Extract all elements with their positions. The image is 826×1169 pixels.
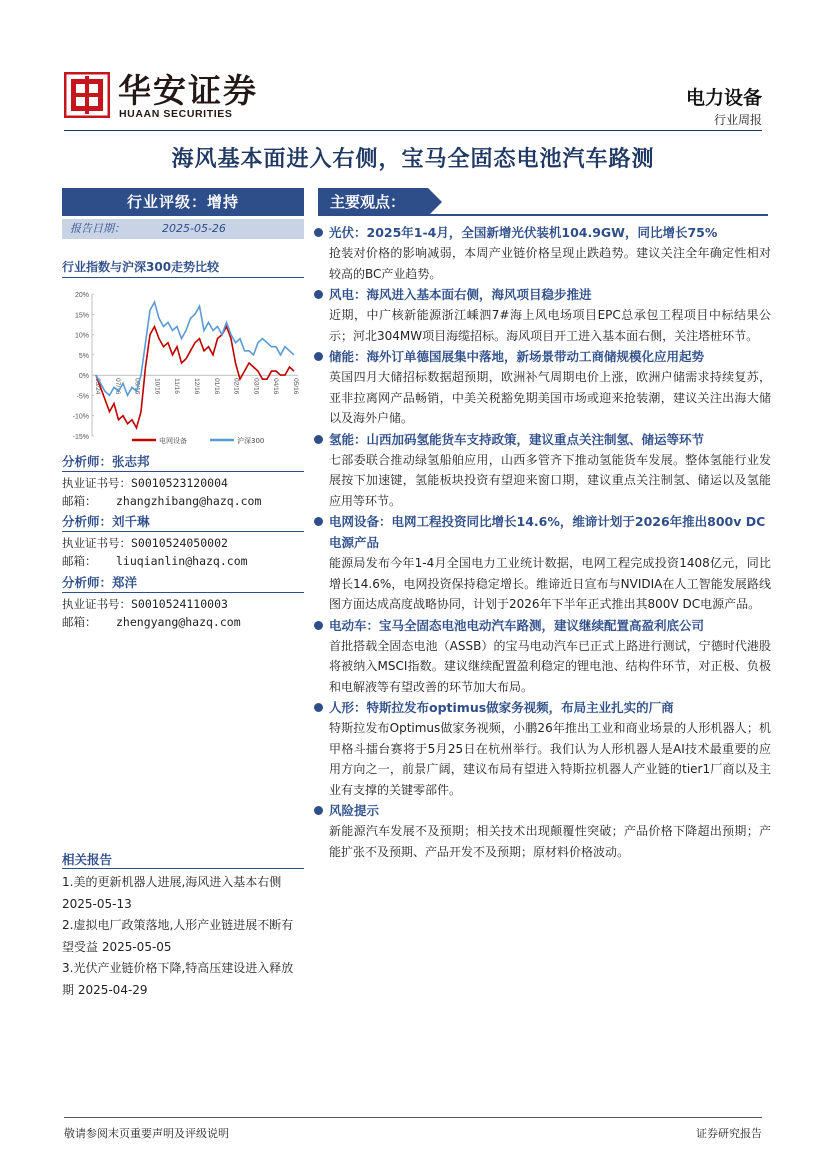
x-tick-label: 04/16 (272, 378, 280, 395)
x-tick-label: 09/16 (133, 378, 141, 395)
footer-divider (64, 1117, 762, 1118)
bullet-icon (314, 621, 323, 630)
point-body: 抢装对价格的影响减弱，本周产业链价格呈现止跌趋势。建议关注全年确定性相对较高的BC产业趋势。 (329, 246, 771, 281)
analyst-name: 分析师：刘千琳 (62, 514, 150, 529)
analyst-cert: 执业证书号：S0010523120004 (62, 476, 228, 490)
point-body: 七部委联合推动绿氢船舶应用，山西多管齐下推动氢能货车发展。整体氢能行业发展按下加速键，氢能板块投资有望迎来窗口期，建议重点关注制氢、储运以及氢能应用等环节。 (329, 452, 771, 508)
point-humanoid (313, 697, 771, 800)
related-reports-divider (62, 868, 304, 869)
bullet-icon (314, 703, 323, 712)
analyst-cert: 执业证书号：S0010524050002 (62, 536, 228, 550)
x-tick-label: 11/16 (173, 378, 181, 394)
point-heading: 电动车：宝马全固态电池电动汽车路测，建议继续配置高盈利底公司 (329, 617, 705, 633)
company-logo (64, 72, 314, 122)
page-title: 海风基本面进入右侧，宝马全固态电池汽车路测 (171, 147, 655, 172)
bullet-icon (314, 435, 323, 444)
y-tick-label: 20% (74, 292, 89, 299)
point-body: 能源局发布今年1-4月全国电力工业统计数据，电网工程完成投资1408亿元，同比增长14.6%，电网投资保持稳定增长。维谛近日宣布与NVIDIA在人工智能发展路线图方面达成高度战略协同，计划于2026年下半年正式推出其800V DC电源产品。 (329, 556, 771, 611)
point-solar (313, 222, 771, 284)
y-tick-label: 10% (74, 332, 89, 340)
analyst-divider (62, 531, 304, 532)
industry-rating: 行业评级：增持 (62, 188, 304, 216)
analyst-name: 分析师：郑洋 (62, 575, 138, 590)
x-tick-label: 07/16 (113, 378, 121, 395)
x-tick-label: 02/16 (232, 378, 240, 395)
report-date-value: 2025-05-26 (162, 222, 226, 235)
point-body: 新能源汽车发展不及预期；相关技术出现颠覆性突破；产品价格下降超出预期；产能扩张不及预期、产品开发不及预期；原材料价格波动。 (329, 824, 771, 859)
logo-chinese-text: 华安证券 (118, 71, 258, 110)
y-tick-label: -15% (72, 434, 89, 441)
x-tick-label: 12/16 (193, 378, 200, 395)
report-type: 行业周报 (713, 113, 762, 127)
bullet-icon (314, 228, 323, 237)
point-ev (313, 615, 771, 698)
analyst-cert: 执业证书号：S0010524110003 (62, 597, 228, 611)
footer-label: 证券研究报告 (696, 1127, 762, 1140)
point-heading: 氢能：山西加码氢能货车支持政策，建议重点关注制氢、储运等环节 (329, 431, 705, 447)
bullet-icon (314, 517, 323, 526)
analyst-email[interactable]: 邮箱： zhangzhibang@hazq.com (62, 494, 262, 508)
company-logo-icon (64, 72, 110, 118)
point-grid (313, 511, 771, 615)
y-tick-label: -5% (76, 393, 89, 401)
y-tick-label: 0% (78, 373, 89, 381)
point-body: 近期，中广核新能源浙江嵊泗7#海上风电场项目EPC总承包工程项目中标结果公示；河北304MW项目海缆招标。海风项目开工进入基本面右侧，关注塔桩环节。 (329, 308, 771, 343)
legend-label: 沪深300 (237, 437, 265, 445)
index-comparison-chart (62, 286, 304, 448)
point-heading: 电网设备：电网工程投资同比增长14.6%，维谛计划于2026年推出800v DC电源产品 (329, 514, 766, 550)
main-points-divider (318, 214, 768, 216)
y-tick-label: -10% (72, 413, 89, 421)
sector-name: 电力设备 (685, 87, 762, 109)
report-date-label: 报告日期： (70, 222, 125, 235)
related-report-item[interactable]: 3.光伏产业链价格下降,特高压建设进入释放期 2025-04-29 (62, 961, 294, 997)
point-hydrogen (313, 429, 771, 512)
main-points-title: 主要观点： (318, 188, 428, 216)
point-heading: 风险提示 (329, 803, 380, 818)
x-tick-label: 03/16 (252, 378, 260, 395)
point-storage (313, 346, 771, 429)
bullet-icon (314, 352, 323, 361)
analyst-email[interactable]: 邮箱： zhengyang@hazq.com (62, 615, 241, 629)
point-heading: 人形：特斯拉发布optimus做家务视频，布局主业扎实的厂商 (329, 700, 674, 715)
x-tick-label: 05/16 (292, 378, 299, 395)
related-report-item[interactable]: 1.美的更新机器人进展,海风进入基本右侧 2025-05-13 (62, 875, 282, 911)
point-wind (313, 284, 771, 346)
main-points-header (318, 188, 768, 216)
related-reports-list (62, 872, 304, 1001)
chart-title-divider (62, 277, 304, 278)
x-tick-label: 05/24 (94, 378, 101, 395)
point-body: 特斯拉发布Optimus做家务视频，小鹏26年推出工业和商业场景的人形机器人；机甲格斗擂台赛将于5月25日在杭州举行。我们认为人形机器人是AI技术最重要的应用方向之一，前景广阔，建议布局有望进入特斯拉机器人产业链的tier1厂商以及主业有支撑的关键零部件。 (329, 721, 771, 797)
point-heading: 风电：海风进入基本面右侧，海风项目稳步推进 (329, 287, 592, 302)
chart-title: 行业指数与沪深300走势比较 (62, 260, 220, 274)
legend-label: 电网设备 (159, 437, 187, 445)
analyst-name: 分析师：张志邦 (62, 454, 150, 469)
analyst-email[interactable]: 邮箱： liuqianlin@hazq.com (62, 554, 248, 568)
report-date-row (62, 219, 304, 239)
point-body: 首批搭载全固态电池（ASSB）的宝马电动汽车已正式上路进行测试，宁德时代港股将被纳入MSCI指数。建议继续配置盈利稳定的锂电池、结构件环节，对正极、负极和电解液等有望改善的环节加大布局。 (329, 638, 771, 694)
footer-disclaimer: 敬请参阅末页重要声明及评级说明 (64, 1127, 229, 1140)
y-tick-label: 15% (74, 312, 89, 320)
y-tick-label: 5% (78, 352, 89, 360)
related-reports-title: 相关报告 (62, 852, 113, 867)
analyst-divider (62, 471, 304, 472)
bullet-icon (314, 806, 323, 815)
point-heading: 光伏：2025年1-4月，全国新增光伏装机104.9GW，同比增长75% (329, 225, 718, 240)
logo-english-text: HUAAN SECURITIES (119, 108, 233, 120)
point-risk (313, 800, 771, 862)
x-tick-label: 01/16 (212, 378, 220, 395)
related-report-item[interactable]: 2.虚拟电厂政策落地,人形产业链进展不断有望受益 2025-05-05 (62, 918, 294, 954)
header-divider (64, 130, 762, 131)
bullet-icon (314, 290, 323, 299)
point-body: 英国四月大储招标数据超预期，欧洲补气周期电价上涨，欧洲户储需求持续复苏，亚非拉离网产品畅销，中美关税豁免期美国市场或迎来抢装潮，建议关注出海大储以及海外户储。 (329, 370, 771, 425)
analyst-divider (62, 592, 304, 593)
main-points-list (313, 222, 771, 862)
x-tick-label: 10/16 (153, 378, 161, 395)
point-heading: 储能：海外订单德国展集中落地，新场景带动工商储规模化应用起势 (329, 349, 705, 364)
